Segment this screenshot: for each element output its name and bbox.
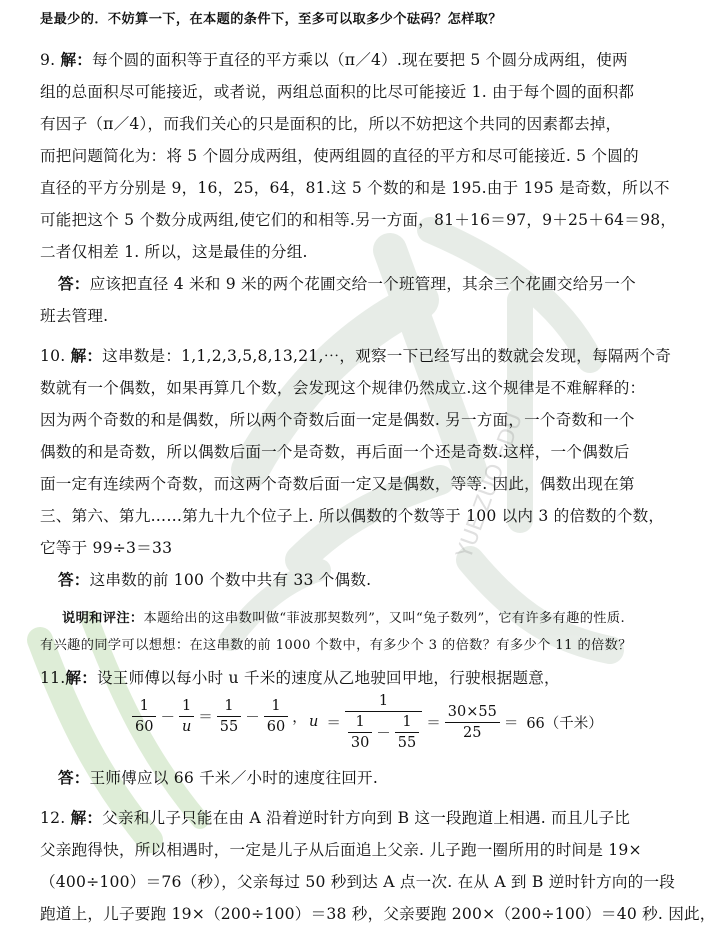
p11-solution-label: 解：	[65, 668, 97, 687]
p10-answer-label: 答：	[58, 570, 90, 589]
p10-number: 10.	[40, 347, 66, 365]
eq2-complex-fraction: 1 $\frac{1}{30}$ － $\frac{1}{55}$	[345, 693, 422, 751]
p10-text-1: 这串数是：1,1,2,3,5,8,13,21,⋯，观察一下已经写出的数就会发现，每隔两个奇	[102, 347, 672, 365]
eq2-equals-2: ＝	[426, 715, 441, 732]
p10-note-line-2: 有兴趣的同学可以想想：在这串数的前 1000 个数中，有多少个 3 的倍数？有多少个 11 的倍数？	[40, 638, 632, 653]
p11-line-1	[40, 668, 640, 688]
p9-answer-label: 答：	[58, 274, 90, 293]
eq1-equals: ＝	[198, 710, 213, 726]
p9-answer-line-1	[58, 274, 658, 294]
eq1-frac-1-55: $\frac{1}{55}$	[217, 698, 241, 735]
p9-text-1: 每个圆的面积等于直径的平方乘以（π／4）.现在要把 5 个圆分成两组，使两	[92, 51, 628, 69]
p11-answer-label: 答：	[58, 768, 90, 787]
p12-line-4: 跑道上，儿子要跑 19×（200÷100）＝38 秒，父亲要跑 200×（200÷100）＝40 秒. 因此，	[40, 905, 716, 923]
p9-line-5: 直径的平方分别是 9，16，25，64，81.这 5 个数的和是 195.由于 195 是奇数，所以不	[40, 179, 670, 197]
p12-line-2: 父亲跑得快，所以相遇时，一定是儿子从后面追上父亲. 儿子跑一圈所用的时间是 19×	[40, 841, 642, 859]
p10-line-3: 因为两个奇数的和是偶数，所以两个奇数后面一定是偶数. 另一方面，一个奇数和一个	[40, 411, 635, 429]
p12-number: 12.	[40, 809, 66, 827]
equation-2	[305, 693, 607, 751]
p10-line-7: 它等于 99÷3＝33	[40, 539, 173, 557]
p9-line-1	[40, 50, 640, 70]
eq2-frac-product: $\frac{30\times 55}{25}$	[445, 704, 500, 741]
p9-answer-text-1: 应该把直径 4 米和 9 米的两个花圃交给一个班管理，其余三个花圃交给另一个	[89, 275, 636, 293]
p10-line-2: 数就有一个偶数，如果再算几个数，会发现这个规律仍然成立.这个规律是不难解释的：	[40, 379, 646, 397]
p9-line-6: 可能把这个 5 个数分成两组,使它们的和相等.另一方面，81＋16＝97，9＋25＋64＝98，	[40, 211, 677, 229]
p10-note-label: 说明和评注：	[62, 611, 144, 626]
p9-line-3: 有因子（π／4），而我们关心的只是面积的比，所以不妨把这个共同的因素都去掉，	[40, 115, 622, 133]
eq1-minus-1: －	[160, 710, 175, 726]
p9-number: 9.	[40, 51, 56, 69]
p10-line-1	[40, 346, 672, 366]
p11-answer-text: 王师傅应以 66 千米／小时的速度往回开.	[89, 769, 379, 787]
eq2-equals-3: ＝	[503, 715, 519, 732]
p9-line-2: 组的总面积尽可能接近，或者说，两组总面积的比尽可能接近 1. 由于每个圆的面积都	[40, 83, 635, 101]
p9-line-4: 而把问题简化为：将 5 个圆分成两组，使两组圆的直径的平方和尽可能接近. 5 个圆的	[40, 147, 639, 165]
eq2-equals-1: ＝	[326, 715, 341, 732]
eq1-minus-2: －	[245, 710, 260, 726]
eq2-result: 66（千米）	[526, 715, 603, 732]
p11-answer-line	[58, 768, 658, 788]
p9-solution-label: 解：	[60, 50, 93, 69]
eq2-u: u	[309, 714, 319, 730]
p9-line-7: 二者仅相差 1. 所以，这是最佳的分组.	[40, 243, 308, 261]
p10-line-6: 三、第六、第九……第九十九个位子上. 所以偶数的个数等于 100 以内 3 的倍数的个数，	[40, 507, 665, 525]
p12-line-3: （400÷100）＝76（秒），父亲每过 50 秒到达 A 点一次. 在从 A 到 B 逆时针方向的一段	[40, 873, 676, 891]
p10-line-5: 面一定有连续两个奇数，而这两个奇数后面一定又是偶数，等等. 因此，偶数出现在第	[40, 475, 635, 493]
eq1-comma: ，	[292, 710, 307, 726]
p10-note-text-1: 本题给出的这串数叫做“菲波那契数列”，又叫“兔子数列”，它有许多有趣的性质.	[143, 611, 626, 626]
watermark-subtitle: YUE ZUO EDU	[452, 409, 528, 563]
p10-note-line-1	[62, 609, 662, 629]
p12-solution-label: 解：	[70, 808, 103, 827]
eq1-frac-1-60b: $\frac{1}{60}$	[264, 698, 288, 735]
p10-answer-line	[58, 570, 658, 590]
p11-text: 设王师傅以每小时 u 千米的速度从乙地驶回甲地，行驶根据题意，	[97, 669, 560, 687]
p12-line-1	[40, 808, 640, 828]
p10-solution-label: 解：	[70, 346, 103, 365]
eq1-frac-1-60: $\frac{1}{60}$	[132, 698, 156, 735]
p9-answer-line-2: 班去管理.	[40, 307, 109, 325]
eq1-frac-1-u: $\frac{1}{u}$	[179, 698, 194, 735]
p10-answer-text: 这串数的前 100 个数中共有 33 个偶数.	[89, 571, 372, 589]
p11-number: 11.	[40, 669, 66, 687]
intro-text: 是最少的．不妨算一下，在本题的条件下，至多可以取多少个砝码？怎样取？	[40, 12, 502, 27]
p12-text-1: 父亲和儿子只能在由 A 沿着逆时针方向到 B 这一段跑道上相遇. 而且儿子比	[102, 809, 631, 827]
equation-1	[132, 698, 311, 735]
p10-line-4: 偶数的和是奇数，所以偶数后面一个是奇数，再后面一个还是奇数.这样，一个偶数后	[40, 443, 630, 461]
